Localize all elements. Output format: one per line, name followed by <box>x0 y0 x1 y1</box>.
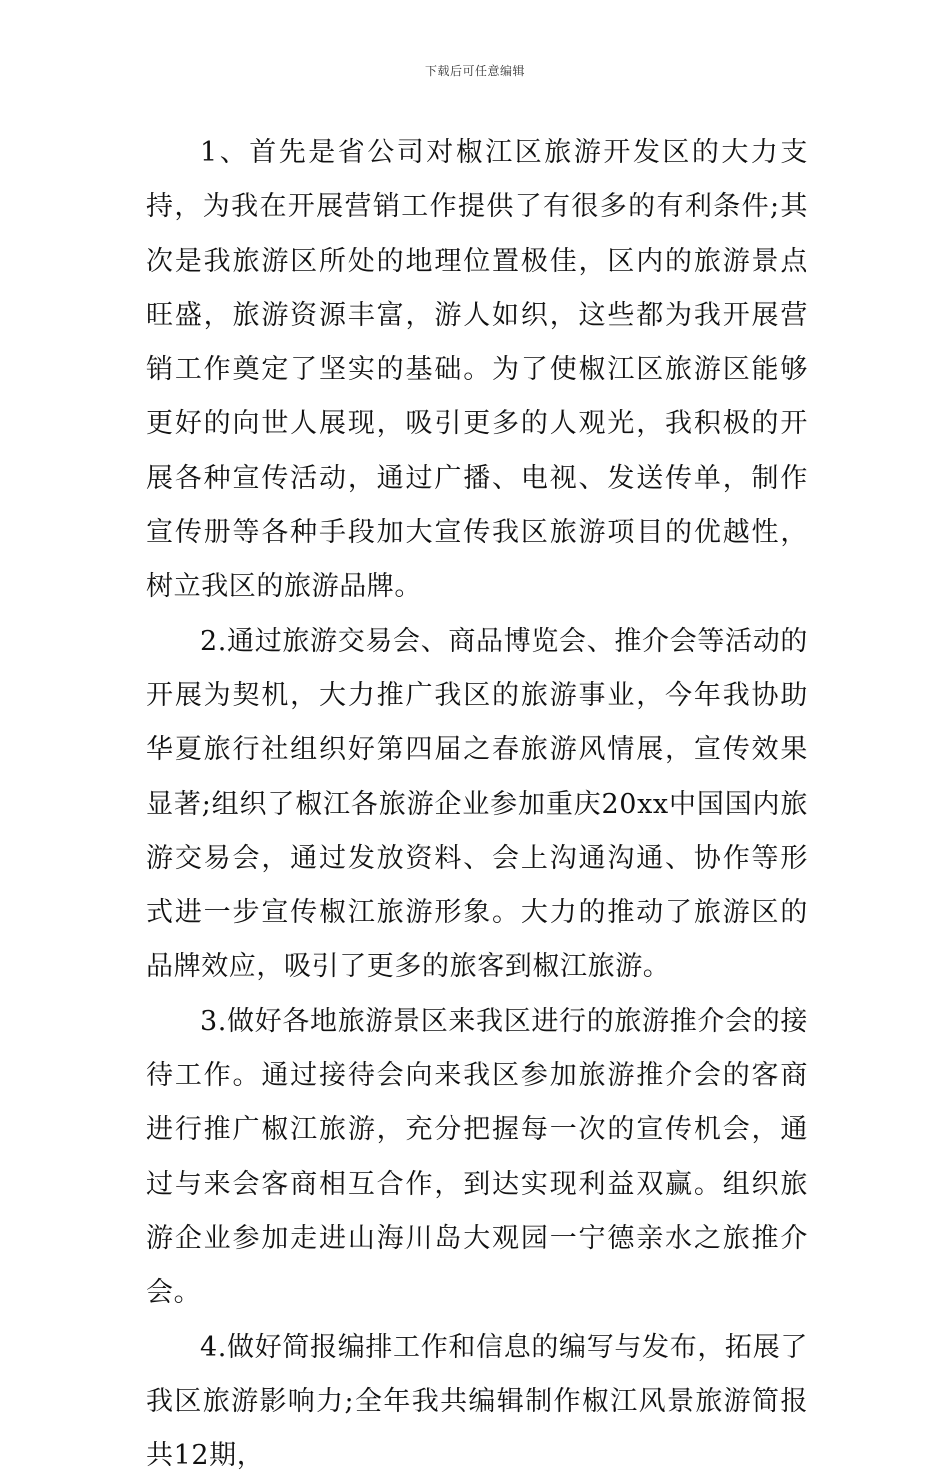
paragraph-3: 3.做好各地旅游景区来我区进行的旅游推介会的接待工作。通过接待会向来我区参加旅游推介会的客商进行推广椒江旅游，充分把握每一次的宣传机会，通过与来会客商相互合作，到达实现利益双赢。组织旅游企业参加走进山海川岛大观园一宁德亲水之旅推介会。 <box>146 1005 808 1309</box>
paragraph-2: 2.通过旅游交易会、商品博览会、推介会等活动的开展为契机，大力推广我区的旅游事业，今年我协助华夏旅行社组织好第四届之春旅游风情展，宣传效果显著;组织了椒江各旅游企业参加重庆20xx中国国内旅游交易会，通过发放资料、会上沟通沟通、协作等形式进一步宣传椒江旅游形象。大力的推动了旅游区的品牌效应，吸引了更多的旅客到椒江旅游。 <box>146 625 808 983</box>
header-note: 下载后可任意编辑 <box>424 64 525 78</box>
paragraph-1: 1、首先是省公司对椒江区旅游开发区的大力支持，为我在开展营销工作提供了有很多的有利条件;其次是我旅游区所处的地理位置极佳，区内的旅游景点旺盛，旅游资源丰富，游人如织，这些都为我开展营销工作奠定了坚实的基础。为了使椒江区旅游区能够更好的向世人展现，吸引更多的人观光，我积极的开展各种宣传活动，通过广播、电视、发送传单，制作宣传册等各种手段加大宣传我区旅游项目的优越性，树立我区的旅游品牌。 <box>146 137 808 603</box>
paragraph-4: 4.做好简报编排工作和信息的编写与发布，拓展了我区旅游影响力;全年我共编辑制作椒江风景旅游简报共12期， <box>146 1331 808 1472</box>
document-body <box>146 126 808 1483</box>
